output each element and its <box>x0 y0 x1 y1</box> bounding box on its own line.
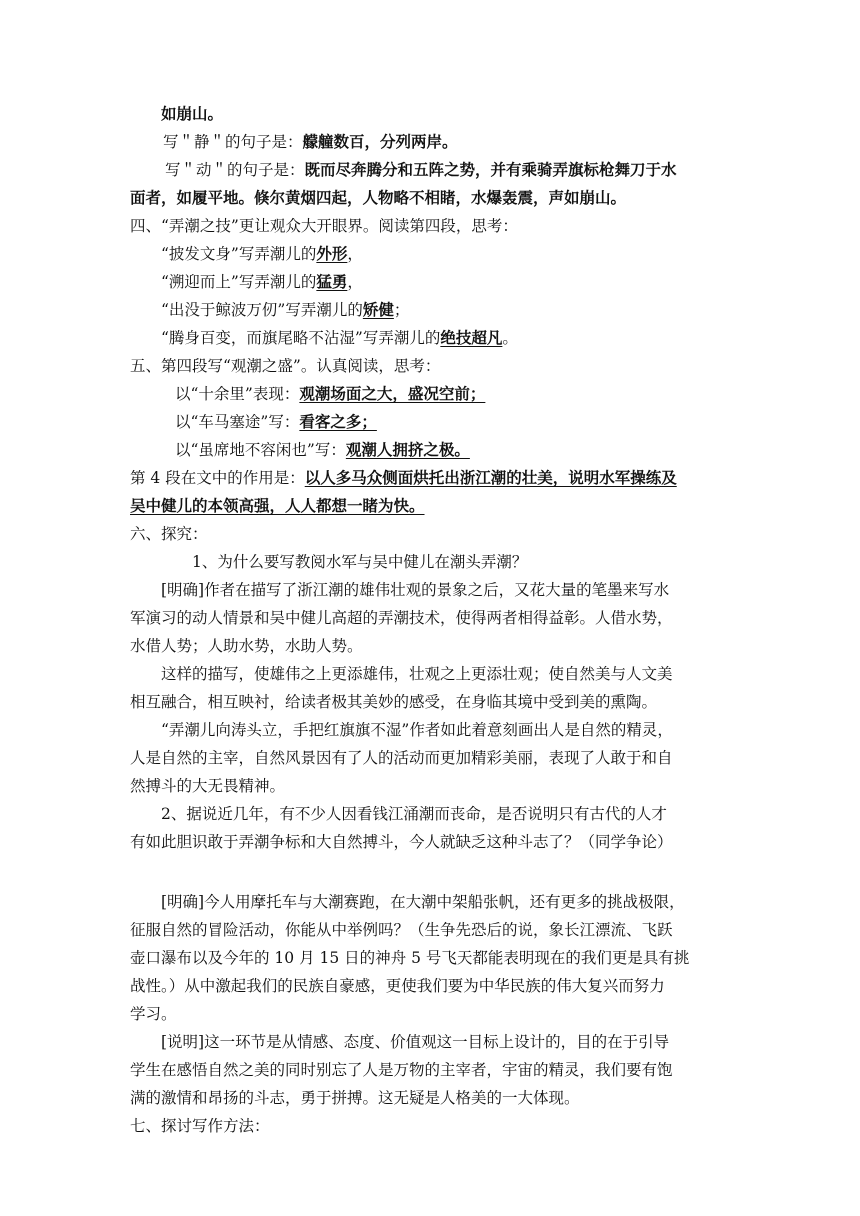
answer-text: 观潮人拥挤之极。 <box>345 440 470 459</box>
text-run: “腾身百变，而旗尾略不沾湿”写弄潮儿的 <box>161 329 441 347</box>
text-line: 相互融合，相互映衬，给读者极其美妙的感受，在身临其境中受到美的熏陶。 <box>130 693 658 711</box>
question-line: 2、据说近几年，有不少人因看钱江涌潮而丧命，是否说明只有古代的人才 <box>161 805 667 823</box>
text-run: “出没于鲸波万仞”写弄潮儿的 <box>161 301 363 319</box>
text-run: “披发文身”写弄潮儿的 <box>161 245 317 263</box>
text-run: ； <box>393 301 410 319</box>
text-line: 如崩山。 <box>161 104 224 123</box>
text-run: 写＂静＂的句子是： <box>163 133 303 151</box>
text-line: 然搏斗的大无畏精神。 <box>130 777 286 795</box>
section-heading: 七、探讨写作方法： <box>130 1117 270 1135</box>
text-line <box>163 131 458 153</box>
answer-text: 绝技超凡 <box>440 328 503 347</box>
text-line: 面者，如履平地。倏尔黄烟四起，人物略不相睹，水爆轰震，声如崩山。 <box>130 188 627 207</box>
text-line: 壶口瀑布以及今年的 10 月 15 日的神舟 5 号飞天都能表明现在的我们更是具有挑 <box>130 949 690 967</box>
text-line: 学生在感悟自然之美的同时别忘了人是万物的主宰者，宇宙的精灵，我们要有饱 <box>130 1061 673 1079</box>
text-line: 人是自然的主宰，自然风景因有了人的活动而更加精彩美丽，表现了人敢于和自 <box>130 749 673 767</box>
text-run: 。 <box>502 329 518 347</box>
answer-text: 看客之多； <box>299 412 377 431</box>
text-run: 写＂动＂的句子是： <box>165 161 305 179</box>
answer-text: 既而尽奔腾分和五阵之势，并有乘骑弄旗标枪舞刀于水 <box>304 160 677 179</box>
text-line <box>161 299 409 321</box>
text-line: 水借人势；人助水势，水助人势。 <box>130 637 363 655</box>
text-line: 军演习的动人情景和吴中健儿高超的弄潮技术，使得两者相得益彰。人借水势， <box>130 609 673 627</box>
text-line: 征服自然的冒险活动，你能从中举例吗？（生争先恐后的说，象长江漂流、飞跃 <box>130 921 673 939</box>
text-line <box>165 159 677 181</box>
text-run: 以“虽席地不容闲也”写： <box>175 441 346 459</box>
answer-text: 矫健 <box>362 300 394 319</box>
answer-text: 艨艟数百，分列两岸。 <box>302 132 458 151</box>
text-run: “溯迎而上”写弄潮儿的 <box>161 273 317 291</box>
text-line: 学习。 <box>130 1005 177 1023</box>
question-line: 1、为什么要写教阅水军与吴中健儿在潮头弄潮？ <box>192 553 528 571</box>
text-line <box>175 411 377 433</box>
text-line <box>175 439 470 461</box>
section-heading: 五、第四段写“观潮之盛”。认真阅读，思考： <box>130 357 441 375</box>
text-line: 满的激情和昂扬的斗志，勇于拼搏。这无疑是人格美的一大体现。 <box>130 1089 580 1107</box>
text-line: [说明]这一环节是从情感、态度、价值观这一目标上设计的，目的在于引导 <box>161 1033 670 1051</box>
text-line: 战性。）从中激起我们的民族自豪感，更使我们要为中华民族的伟大复兴而努力 <box>130 977 665 995</box>
answer-text: 观潮场面之大，盛况空前； <box>299 384 486 403</box>
text-run: ， <box>347 273 363 291</box>
text-line <box>161 271 363 293</box>
text-line: [明确]今人用摩托车与大潮赛跑，在大潮中架船张帆，还有更多的挑战极限， <box>161 893 685 911</box>
answer-text: 吴中健儿的本领高强，人人都想一睹为快。 <box>130 496 425 515</box>
text-line <box>161 327 518 349</box>
text-run: 第 4 段在文中的作用是： <box>130 469 305 487</box>
section-heading: 四、“弄潮之技”更让观众大开眼界。阅读第四段，思考： <box>130 217 518 235</box>
answer-text: 猛勇 <box>316 272 348 291</box>
text-line: “弄潮儿向涛头立，手把红旗旗不湿”作者如此着意刻画出人是自然的精灵， <box>161 721 673 739</box>
text-run: 以“车马塞途”写： <box>175 413 300 431</box>
section-heading: 六、探究： <box>130 525 208 543</box>
text-run: ， <box>347 245 363 263</box>
text-line: 这样的描写，使雄伟之上更添雄伟，壮观之上更添壮观；使自然美与人文美 <box>161 665 673 683</box>
text-line <box>130 467 677 489</box>
text-line <box>161 243 363 265</box>
text-line <box>175 383 485 405</box>
answer-text: 以人多马众侧面烘托出浙江潮的壮美，说明水军操练及 <box>304 468 677 487</box>
text-line: [明确]作者在描写了浙江潮的雄伟壮观的景象之后，又花大量的笔墨来写水 <box>161 581 670 599</box>
text-line: 有如此胆识敢于弄潮争标和大自然搏斗，今人就缺乏这种斗志了？（同学争论） <box>130 833 673 851</box>
text-run: 以“十余里”表现： <box>175 385 300 403</box>
answer-text: 外形 <box>316 244 348 263</box>
